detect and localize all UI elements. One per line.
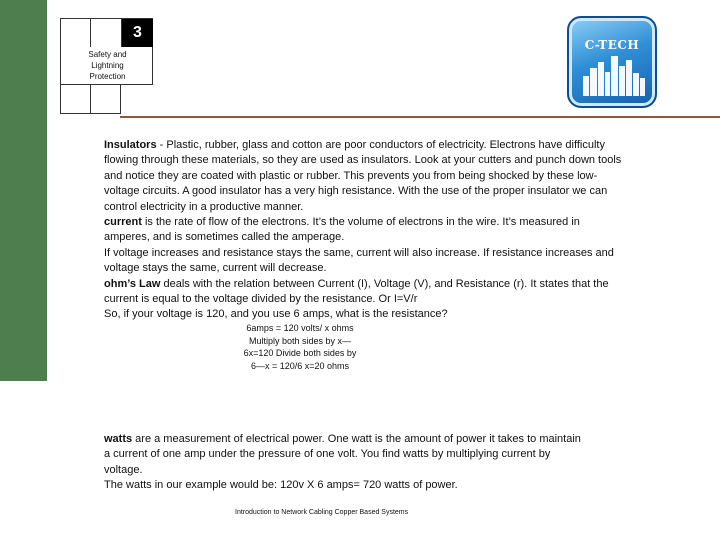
watts-section xyxy=(104,432,584,494)
chapter-sub-boxes xyxy=(60,84,121,114)
chapter-sub-box-divider xyxy=(90,85,91,113)
ohms-law-term: ohm’s Law xyxy=(104,277,161,290)
current-term: current xyxy=(104,216,142,229)
logo-text: C-TECH xyxy=(584,38,640,52)
main-body-text xyxy=(104,138,624,323)
chapter-box xyxy=(60,18,153,85)
calculation-box: 6amps = 120 volts/ x ohms Multiply both sides by x—6x=120 Divide both sides by 6—x = 120/6 x=20 ohms xyxy=(243,323,357,371)
watts-example: The watts in our example would be: 120v X 6 amps= 720 watts of power. xyxy=(104,479,458,492)
chapter-title-line: Protection xyxy=(89,72,126,81)
chapter-box-cell xyxy=(91,19,122,47)
chapter-title-line: Safety and xyxy=(88,50,127,59)
ctech-logo xyxy=(567,16,657,108)
ohms-law-text: deals with the relation between Current (I), Voltage (V), and Resistance (r). It states that the current is equal to the voltage divided by the resistance. Or I=V/r xyxy=(104,277,609,306)
city-skyline-icon xyxy=(569,18,657,108)
watts-paragraph xyxy=(104,432,584,478)
current-text: is the rate of flow of the electrons. It’s the volume of electrons in the wire. It’s measured in amperes, and is sometimes called the amperage. xyxy=(104,216,580,244)
current-paragraph xyxy=(104,215,624,246)
voltage-paragraph: If voltage increases and resistance stays the same, current will also increase. If resistance increases and voltage stays the same, current will decrease. xyxy=(104,246,614,275)
chapter-box-cell xyxy=(61,19,91,47)
insulators-text: - Plastic, rubber, glass and cotton are poor conductors of electricity. Electrons have difficulty flowing through these materials, so they are used as insulators. Look at your cutters and punch down tools and notice they are coated with plastic or rubber. This prevents you from being shocked by these low-voltage circuits. A good insulator has a very high resistance. With the use of the proper insulator we can control electricity in a productive manner. xyxy=(104,139,622,213)
watts-text: are a measurement of electrical power. One watt is the amount of power it takes to maintain a current of one amp under the pressure of one volt. You find watts by multiplying current by voltage. xyxy=(104,433,581,476)
chapter-title-line: Lightning xyxy=(91,61,124,70)
insulators-term: Insulators xyxy=(104,139,157,151)
left-sidebar-bar xyxy=(0,0,47,381)
header-rule xyxy=(120,116,720,118)
insulators-paragraph xyxy=(104,138,624,215)
ohms-law-paragraph xyxy=(104,277,624,308)
watts-term: watts xyxy=(104,433,133,445)
page-footer: Introduction to Network Cabling Copper Based Systems xyxy=(235,509,409,516)
chapter-number: 3 xyxy=(122,19,153,47)
chapter-title xyxy=(61,49,154,82)
question-paragraph: So, if your voltage is 120, and you use 6 amps, what is the resistance? xyxy=(104,308,448,321)
